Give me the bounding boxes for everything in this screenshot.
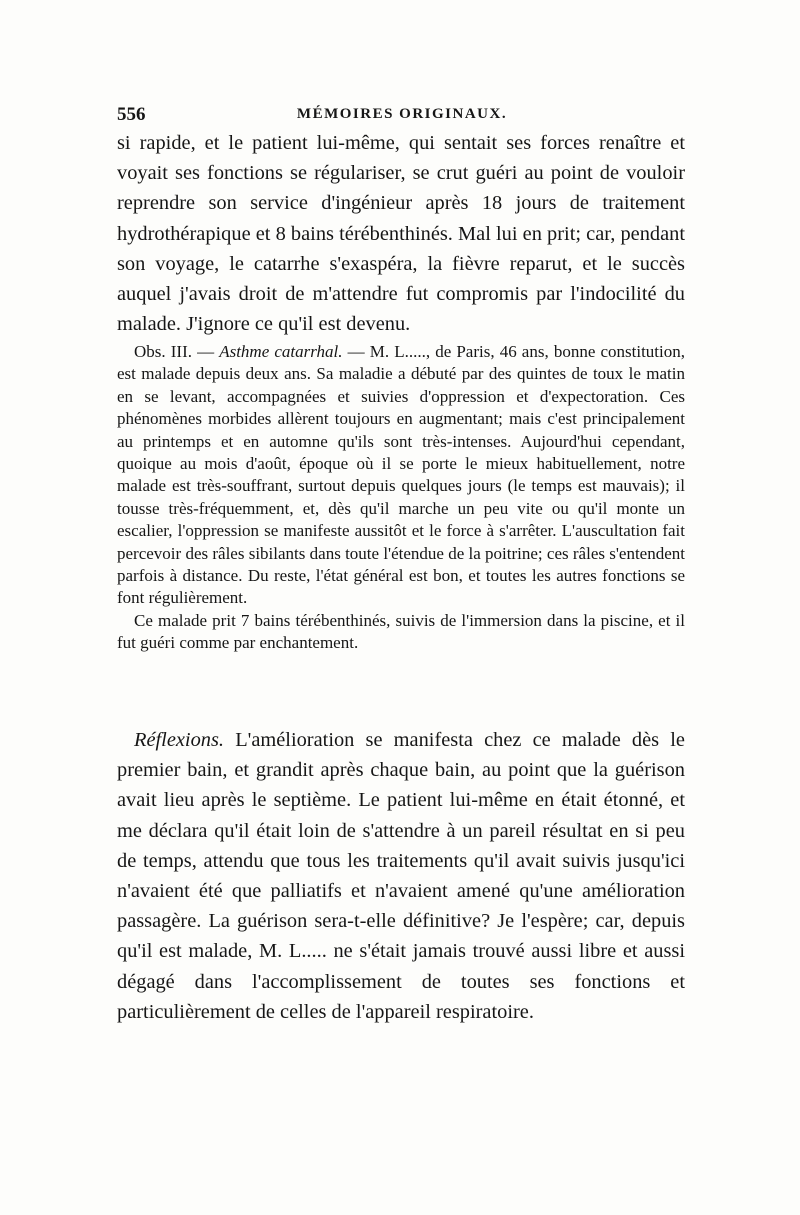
observation-paragraph [117, 341, 685, 610]
reflexions-paragraph [117, 725, 685, 1027]
observation-title: Asthme catarrhal. [219, 342, 343, 361]
running-head: MÉMOIRES ORIGINAUX. [296, 106, 508, 122]
paragraph-text: si rapide, et le patient lui-même, qui sentait ses forces renaître et voyait ses fonctions se régulariser, se crut guéri au point de vouloir reprendre son service d'ingénieur après 18 jours de traitement hydrothérapique et 8 bains térébenthinés. Mal lui en prit; car, pendant son voyage, le catarrhe s'exaspéra, la fièvre reparut, et le succès auquel j'avais droit de m'attendre fut compromis par l'indocilité du malade. J'ignore ce qu'il est devenu. [117, 132, 685, 336]
page-number: 556 [117, 104, 146, 125]
reflexions-section [117, 725, 685, 1027]
observation-label: Obs. III. — [134, 342, 220, 361]
reflexions-label: Réflexions. [134, 729, 225, 751]
observation-text: — M. L....., de Paris, 46 ans, bonne constitution, est malade depuis deux ans. Sa maladie a débuté par des quintes de toux le matin en se levant, accompagnées et suivies d'oppression et d'expectoration. Ces phénomènes morbides allèrent toujours en augmentant; mais c'est principalement au printemps et en automne qu'ils sont très-intenses. Aujourd'hui cependant, quoique au mois d'août, époque où il se porte le mieux habituellement, notre malade est très-souffrant, surtout depuis quelques jours (le temps est mauvais); il tousse très-fréquemment, et, dès qu'il marche un peu vite ou qu'il monte un escalier, l'oppression se manifeste aussitôt et le force à s'arrêter. L'auscultation fait percevoir des râles sibilants dans toute l'étendue de la poitrine; ces râles s'entendent parfois à distance. Du reste, l'état général est bon, et toutes les autres fonctions se font régulièrement. [117, 342, 686, 608]
treatment-paragraph: Ce malade prit 7 bains térébenthinés, suivis de l'immersion dans la piscine, et il fut guéri comme par enchantement. [117, 610, 685, 653]
reflexions-text: L'amélioration se manifesta chez ce malade dès le premier bain, et grandit après chaque bain, au point que la guérison avait lieu après le septième. Le patient lui-même en était étonné, et me déclara qu'il était loin de s'attendre à un pareil résultat en si peu de temps, attendu que tous les traitements qu'il avait suivis jusqu'ici n'avaient été que palliatifs et n'avaient amené qu'une amélioration passagère. La guérison sera-t-elle définitive? Je l'espère; car, depuis qu'il est malade, M. L..... ne s'était jamais trouvé aussi libre et aussi dégagé dans l'accomplissement de toutes ses fonctions et particulièrement de celles de l'appareil respiratoire. [117, 729, 685, 1023]
paragraph-continuation [117, 128, 685, 339]
observation-section [117, 341, 685, 655]
page-header [117, 104, 687, 128]
